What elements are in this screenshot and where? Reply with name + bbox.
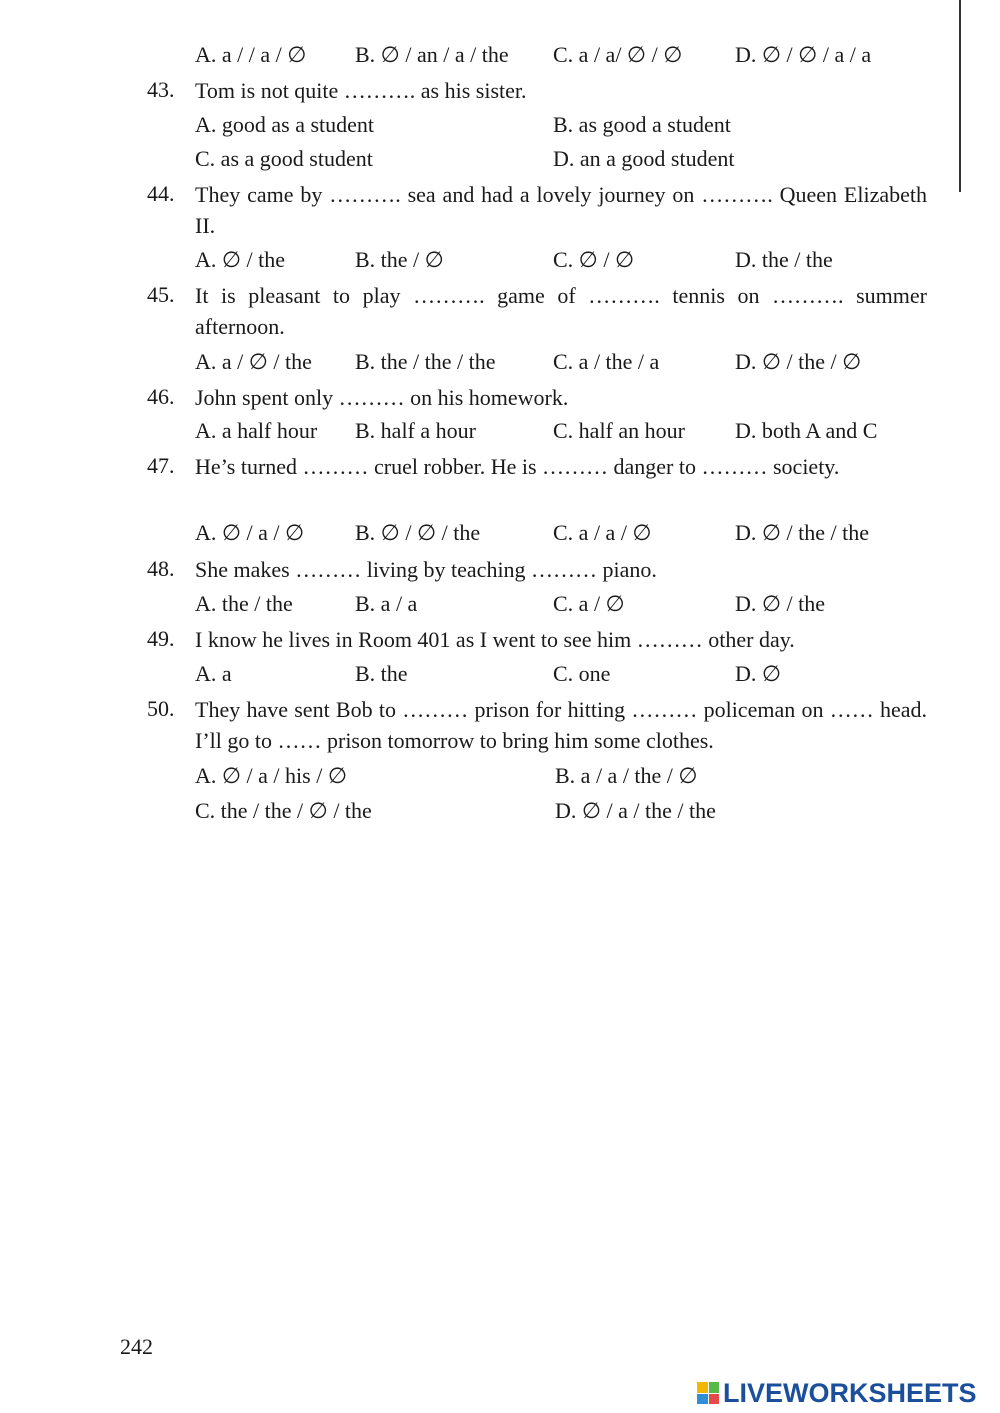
option-c: C. as a good student: [195, 146, 373, 171]
page-number: 242: [120, 1334, 153, 1359]
logo-text: LIVEWORKSHEETS: [723, 1377, 977, 1408]
option-c: C. one: [553, 661, 611, 686]
question-number: 46.: [147, 384, 175, 409]
question-stem: It is pleasant to play ………. game of ………. tennis on ………. summer afternoon.: [195, 283, 927, 339]
option-b: B. as good a student: [553, 112, 731, 137]
question-number: 48.: [147, 556, 175, 581]
option-a: A. the / the: [195, 591, 293, 616]
option-a: A. ∅ / a / ∅: [195, 520, 305, 545]
option-d: D. ∅: [735, 661, 782, 686]
option-d: D. both A and C: [735, 418, 878, 443]
option-b: B. a / a: [355, 591, 418, 616]
option-c: C. ∅ / ∅: [553, 247, 635, 272]
option-d: D. ∅ / the / the: [735, 520, 870, 545]
option-c: C. the / the / ∅ / the: [195, 798, 372, 823]
liveworksheets-logo: [697, 1378, 977, 1408]
question-stem: I know he lives in Room 401 as I went to see him ……… other day.: [195, 627, 795, 652]
logo-tiles-icon: [697, 1382, 719, 1404]
option-a: A. a / ∅ / the: [195, 349, 312, 374]
question-stem: He’s turned ……… cruel robber. He is ……… danger to ……… society.: [195, 454, 840, 479]
option-a: A. a half hour: [195, 418, 318, 443]
question-stem: John spent only ……… on his homework.: [195, 385, 569, 410]
question-stem: They have sent Bob to ……… prison for hitting ……… policeman on …… head. I’ll go to …… prison tomorrow to bring him some clothes.: [195, 697, 927, 753]
question-stem: They came by ………. sea and had a lovely journey on ………. Queen Elizabeth II.: [195, 182, 927, 238]
option-d: D. ∅ / a / the / the: [555, 798, 716, 823]
option-b: B. the: [355, 661, 408, 686]
question-number: 50.: [147, 696, 175, 721]
option-d: D. the / the: [735, 247, 833, 272]
option-c: C. half an hour: [553, 418, 685, 443]
question-stem: She makes ……… living by teaching ……… piano.: [195, 557, 657, 582]
question-number: 47.: [147, 453, 175, 478]
option-b: B. the / the / the: [355, 349, 496, 374]
option-a: A. ∅ / the: [195, 247, 286, 272]
option-b: B. ∅ / ∅ / the: [355, 520, 481, 545]
question-number: 44.: [147, 181, 175, 206]
option-d: D. ∅ / the / ∅: [735, 349, 862, 374]
option-b: B. a / a / the / ∅: [555, 763, 698, 788]
question-number: 45.: [147, 282, 175, 307]
question-stem: Tom is not quite ………. as his sister.: [195, 78, 527, 103]
option-c: C. a / the / a: [553, 349, 660, 374]
option-a: A. good as a student: [195, 112, 375, 137]
option-a: A. ∅ / a / his / ∅: [195, 763, 347, 788]
option-a: A. a: [195, 661, 232, 686]
option-c: C. a / a / ∅: [553, 520, 652, 545]
option-top-b: B. ∅ / an / a / the: [355, 42, 509, 67]
option-d: D. ∅ / the: [735, 591, 826, 616]
option-top-d: D. ∅ / ∅ / a / a: [735, 42, 872, 67]
option-c: C. a / ∅: [553, 591, 625, 616]
option-top-a: A. a / / a / ∅: [195, 42, 307, 67]
margin-rule: [959, 0, 961, 192]
option-top-c: C. a / a/ ∅ / ∅: [553, 42, 683, 67]
option-b: B. half a hour: [355, 418, 476, 443]
question-number: 43.: [147, 77, 175, 102]
option-d: D. an a good student: [553, 146, 735, 171]
question-number: 49.: [147, 626, 175, 651]
option-b: B. the / ∅: [355, 247, 444, 272]
